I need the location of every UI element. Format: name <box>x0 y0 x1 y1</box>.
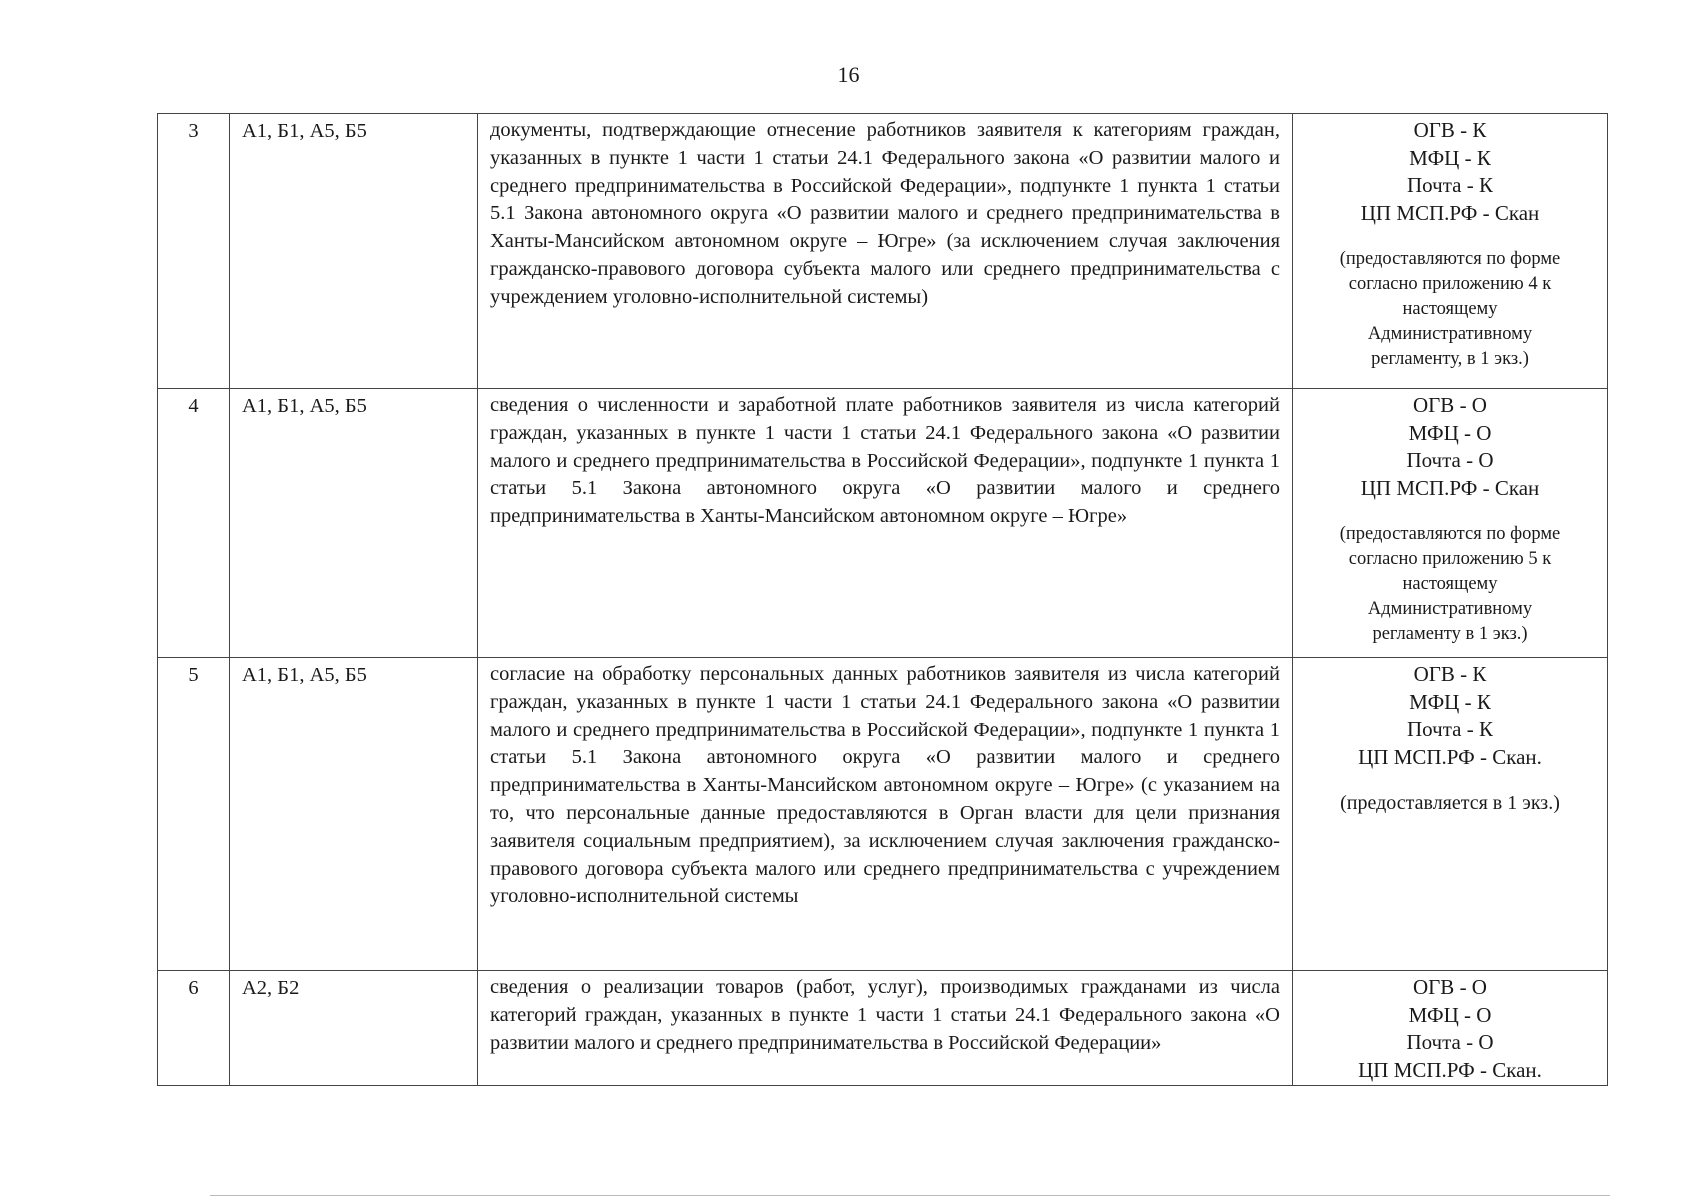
applicant-codes: А1, Б1, А5, Б5 <box>230 389 478 658</box>
document-description: документы, подтверждающие отнесение работников заявителя к категориям граждан, указанных в пункте 1 части 1 статьи 24.1 Федерального закона «О развитии малого и среднего предпринимательства в Российской Федерации», подпункте 1 пункта 1 статьи 5.1 Закона автономного округа «О развитии малого и среднего предпринимательства в Ханты-Мансийском автономном округе – Югре» (за исключением случая заключения гражданско-правового договора субъекта малого или среднего предпринимательства с учреждением уголовно-исполнительной системы) <box>478 114 1293 389</box>
submission-ogv: ОГВ - К <box>1413 118 1487 142</box>
submission-methods <box>1293 114 1608 389</box>
applicant-codes: А1, Б1, А5, Б5 <box>230 114 478 389</box>
row-number: 6 <box>158 971 230 1086</box>
table-row <box>158 971 1608 1086</box>
submission-mfc: МФЦ - К <box>1409 689 1491 714</box>
submission-portal: ЦП МСП.РФ - Скан. <box>1358 744 1542 769</box>
submission-post: Почта - К <box>1407 173 1493 197</box>
applicant-codes: А2, Б2 <box>230 971 478 1086</box>
submission-post: Почта - О <box>1406 448 1494 472</box>
submission-methods <box>1293 971 1608 1086</box>
documents-table <box>157 113 1608 1086</box>
submission-mfc: МФЦ - О <box>1408 1002 1492 1027</box>
submission-ogv: ОГВ - О <box>1413 393 1487 417</box>
applicant-codes: А1, Б1, А5, Б5 <box>230 658 478 971</box>
table-row <box>158 389 1608 658</box>
submission-note: (предоставляются по форме согласно приложению 4 к настоящему Административному регламенту, в 1 экз.) <box>1339 249 1561 369</box>
document-description: сведения о реализации товаров (работ, услуг), производимых гражданами из числа категорий граждан, указанных в пункте 1 части 1 статьи 24.1 Федерального закона «О развитии малого и среднего предпринимательства в Российской Федерации» <box>478 971 1293 1086</box>
table-row <box>158 114 1608 389</box>
submission-portal: ЦП МСП.РФ - Скан <box>1360 475 1540 500</box>
submission-methods <box>1293 658 1608 971</box>
submission-ogv: ОГВ - О <box>1413 975 1487 999</box>
submission-post: Почта - К <box>1407 717 1493 741</box>
submission-mfc: МФЦ - О <box>1408 420 1492 445</box>
page-number: 16 <box>837 62 860 87</box>
submission-note: (предоставляются по форме согласно приложению 5 к настоящему Административному регламенту в 1 экз.) <box>1339 524 1561 644</box>
submission-post: Почта - О <box>1406 1030 1494 1054</box>
submission-portal: ЦП МСП.РФ - Скан <box>1360 200 1540 225</box>
row-number: 5 <box>158 658 230 971</box>
submission-methods <box>1293 389 1608 658</box>
submission-note: (предоставляется в 1 экз.) <box>1340 792 1560 814</box>
scan-edge-line <box>210 1195 1610 1196</box>
table-row <box>158 658 1608 971</box>
document-description: сведения о численности и заработной плате работников заявителя из числа категорий граждан, указанных в пункте 1 части 1 статьи 24.1 Федерального закона «О развитии малого и среднего предпринимательства в Российской Федерации», подпункте 1 пункта 1 статьи 5.1 Закона автономного округа «О развитии малого и среднего предпринимательства в Ханты-Мансийском автономном округе – Югре» <box>478 389 1293 658</box>
row-number: 3 <box>158 114 230 389</box>
submission-mfc: МФЦ - К <box>1409 145 1491 170</box>
document-description: согласие на обработку персональных данных работников заявителя из числа категорий граждан, указанных в пункте 1 части 1 статьи 24.1 Федерального закона «О развитии малого и среднего предпринимательства в Российской Федерации», подпункте 1 пункта 1 статьи 5.1 Закона автономного округа «О развитии малого и среднего предпринимательства в Ханты-Мансийском автономном округе – Югре» (с указанием на то, что персональные данные предоставляются в Орган власти для цели признания заявителя социальным предприятием), за исключением случая заключения гражданско-правового договора субъекта малого или среднего предпринимательства с учреждением уголовно-исполнительной системы <box>478 658 1293 971</box>
row-number: 4 <box>158 389 230 658</box>
submission-portal: ЦП МСП.РФ - Скан. <box>1358 1057 1542 1082</box>
submission-ogv: ОГВ - К <box>1413 662 1487 686</box>
